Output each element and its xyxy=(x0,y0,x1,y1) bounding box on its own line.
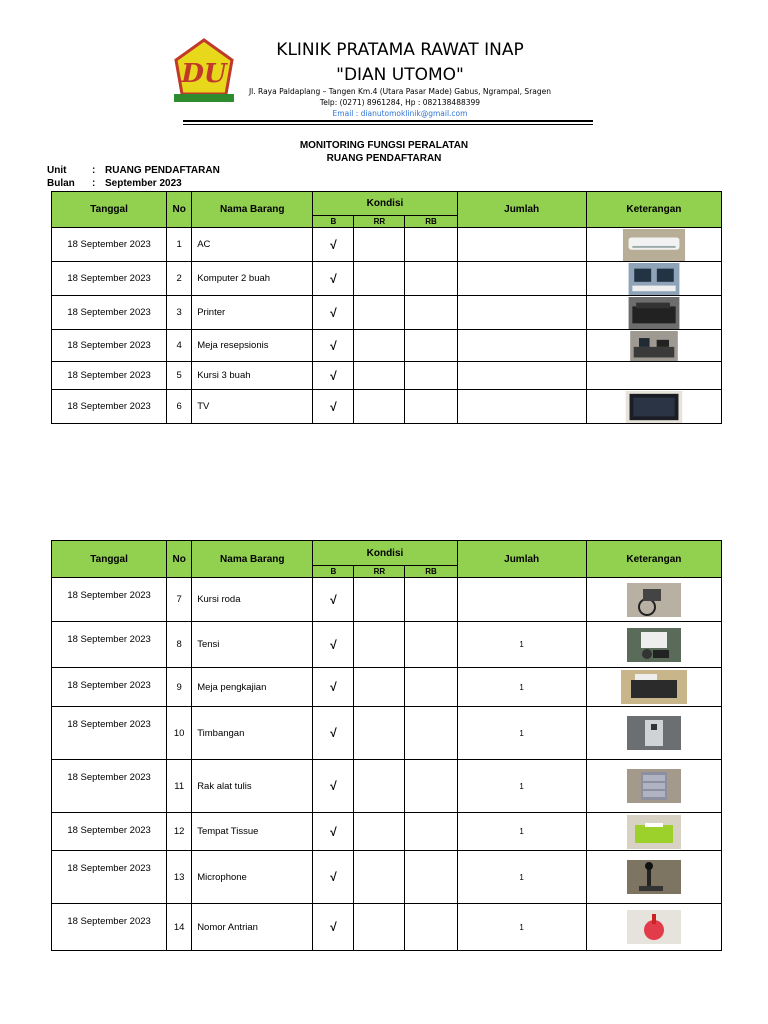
date-cell: 18 September 2023 xyxy=(52,296,167,330)
number-cell: 10 xyxy=(167,707,192,760)
notes-photo-cell xyxy=(586,813,721,851)
date-cell: 18 September 2023 xyxy=(52,668,167,707)
tv-photo xyxy=(624,391,684,423)
unit-separator: : xyxy=(92,165,96,176)
date-cell: 18 September 2023 xyxy=(52,813,167,851)
date-cell: 18 September 2023 xyxy=(52,228,167,262)
item-name-cell: Kursi roda xyxy=(192,578,313,622)
condition-good-cell: √ xyxy=(313,668,354,707)
condition-minor-damage-cell xyxy=(354,668,405,707)
condition-major-damage-cell xyxy=(405,330,457,362)
microphone-photo xyxy=(627,860,681,894)
tensimeter-photo xyxy=(627,628,681,662)
header-divider xyxy=(183,120,593,122)
header-divider-thin xyxy=(183,124,593,125)
quantity-cell xyxy=(457,296,586,330)
unit-row xyxy=(47,165,220,177)
table-row xyxy=(52,904,722,951)
table-row xyxy=(52,707,722,760)
condition-good-cell: √ xyxy=(313,851,354,904)
notes-photo-cell xyxy=(586,707,721,760)
number-cell: 4 xyxy=(167,330,192,362)
condition-major-damage-cell xyxy=(405,262,457,296)
col-header-date: Tanggal xyxy=(52,541,167,578)
condition-good-cell: √ xyxy=(313,362,354,390)
col-header-cond-b: B xyxy=(313,566,354,578)
col-header-condition: Kondisi xyxy=(313,541,457,566)
item-name-cell: AC xyxy=(192,228,313,262)
table-row xyxy=(52,622,722,668)
table-row xyxy=(52,330,722,362)
condition-good-cell: √ xyxy=(313,262,354,296)
date-cell: 18 September 2023 xyxy=(52,362,167,390)
date-cell: 18 September 2023 xyxy=(52,330,167,362)
quantity-cell xyxy=(457,228,586,262)
number-cell: 3 xyxy=(167,296,192,330)
quantity-cell: 1 xyxy=(457,851,586,904)
date-cell: 18 September 2023 xyxy=(52,622,167,668)
month-separator: : xyxy=(92,178,96,189)
col-header-qty: Jumlah xyxy=(457,541,586,578)
condition-minor-damage-cell xyxy=(354,813,405,851)
condition-good-cell: √ xyxy=(313,330,354,362)
col-header-condition: Kondisi xyxy=(313,192,457,216)
clinic-name xyxy=(240,38,560,88)
item-name-cell: Printer xyxy=(192,296,313,330)
table-row xyxy=(52,228,722,262)
notes-photo-cell xyxy=(586,668,721,707)
date-cell: 18 September 2023 xyxy=(52,390,167,424)
date-cell: 18 September 2023 xyxy=(52,760,167,813)
condition-major-damage-cell xyxy=(405,707,457,760)
col-header-date: Tanggal xyxy=(52,192,167,228)
quantity-cell: 1 xyxy=(457,760,586,813)
col-header-notes: Keterangan xyxy=(586,192,721,228)
condition-good-cell: √ xyxy=(313,707,354,760)
col-header-item: Nama Barang xyxy=(192,192,313,228)
notes-photo-cell xyxy=(586,622,721,668)
condition-major-damage-cell xyxy=(405,668,457,707)
clinic-address: Jl. Raya Paldaplang – Tangen Km.4 (Utara Pasar Made) Gabus, Ngrampal, Sragen xyxy=(248,87,552,96)
queue-number-photo xyxy=(627,910,681,944)
col-header-no: No xyxy=(167,192,192,228)
unit-value: RUANG PENDAFTARAN xyxy=(105,165,220,176)
document-title-line1: MONITORING FUNGSI PERALATAN xyxy=(299,140,469,151)
quantity-cell: 1 xyxy=(457,707,586,760)
condition-minor-damage-cell xyxy=(354,578,405,622)
condition-good-cell: √ xyxy=(313,760,354,813)
equipment-table-1 xyxy=(51,191,722,424)
computer-photo xyxy=(627,263,681,295)
date-cell: 18 September 2023 xyxy=(52,262,167,296)
col-header-notes: Keterangan xyxy=(586,541,721,578)
col-header-cond-rb: RB xyxy=(405,216,457,228)
notes-photo-cell xyxy=(586,390,721,424)
table-row xyxy=(52,813,722,851)
table-row xyxy=(52,262,722,296)
clinic-logo xyxy=(172,38,236,106)
condition-minor-damage-cell xyxy=(354,296,405,330)
date-cell: 18 September 2023 xyxy=(52,578,167,622)
date-cell: 18 September 2023 xyxy=(52,904,167,951)
item-name-cell: Rak alat tulis xyxy=(192,760,313,813)
table-row xyxy=(52,851,722,904)
item-name-cell: Timbangan xyxy=(192,707,313,760)
col-header-cond-rr: RR xyxy=(354,566,405,578)
condition-minor-damage-cell xyxy=(354,851,405,904)
condition-good-cell: √ xyxy=(313,390,354,424)
document-title-line2: RUANG PENDAFTARAN xyxy=(326,153,442,164)
condition-good-cell: √ xyxy=(313,228,354,262)
condition-good-cell: √ xyxy=(313,904,354,951)
item-name-cell: Tensi xyxy=(192,622,313,668)
desk-photo xyxy=(627,331,681,361)
table-row xyxy=(52,390,722,424)
quantity-cell xyxy=(457,578,586,622)
equipment-table-2-body xyxy=(52,578,722,951)
condition-major-damage-cell xyxy=(405,296,457,330)
stationery-rack-photo xyxy=(627,769,681,803)
month-value: September 2023 xyxy=(105,178,182,189)
col-header-no: No xyxy=(167,541,192,578)
condition-major-damage-cell xyxy=(405,760,457,813)
quantity-cell xyxy=(457,262,586,296)
notes-photo-cell xyxy=(586,296,721,330)
number-cell: 13 xyxy=(167,851,192,904)
condition-major-damage-cell xyxy=(405,813,457,851)
clinic-name-line2: "DIAN UTOMO" xyxy=(336,65,464,85)
tissue-box-photo xyxy=(627,815,681,849)
quantity-cell xyxy=(457,390,586,424)
quantity-cell: 1 xyxy=(457,904,586,951)
item-name-cell: Nomor Antrian xyxy=(192,904,313,951)
item-name-cell: Kursi 3 buah xyxy=(192,362,313,390)
condition-major-damage-cell xyxy=(405,622,457,668)
condition-minor-damage-cell xyxy=(354,622,405,668)
col-header-item: Nama Barang xyxy=(192,541,313,578)
notes-photo-cell xyxy=(586,760,721,813)
month-label: Bulan xyxy=(47,178,75,189)
notes-photo-cell xyxy=(586,578,721,622)
condition-good-cell: √ xyxy=(313,578,354,622)
condition-minor-damage-cell xyxy=(354,904,405,951)
number-cell: 2 xyxy=(167,262,192,296)
condition-major-damage-cell xyxy=(405,362,457,390)
quantity-cell: 1 xyxy=(457,668,586,707)
quantity-cell: 1 xyxy=(457,622,586,668)
table-row xyxy=(52,760,722,813)
condition-minor-damage-cell xyxy=(354,760,405,813)
notes-photo-cell xyxy=(586,362,721,390)
item-name-cell: Meja pengkajian xyxy=(192,668,313,707)
item-name-cell: Komputer 2 buah xyxy=(192,262,313,296)
equipment-table-1-body xyxy=(52,228,722,424)
col-header-cond-rr: RR xyxy=(354,216,405,228)
number-cell: 9 xyxy=(167,668,192,707)
printer-photo xyxy=(627,297,681,329)
condition-major-damage-cell xyxy=(405,851,457,904)
table-row xyxy=(52,668,722,707)
col-header-cond-rb: RB xyxy=(405,566,457,578)
number-cell: 8 xyxy=(167,622,192,668)
condition-minor-damage-cell xyxy=(354,228,405,262)
col-header-cond-b: B xyxy=(313,216,354,228)
condition-good-cell: √ xyxy=(313,813,354,851)
equipment-table-2 xyxy=(51,540,722,951)
condition-minor-damage-cell xyxy=(354,390,405,424)
svg-text:DU: DU xyxy=(181,59,227,89)
notes-photo-cell xyxy=(586,330,721,362)
condition-minor-damage-cell xyxy=(354,362,405,390)
quantity-cell xyxy=(457,362,586,390)
unit-label: Unit xyxy=(47,165,67,176)
col-header-qty: Jumlah xyxy=(457,192,586,228)
condition-minor-damage-cell xyxy=(354,262,405,296)
number-cell: 5 xyxy=(167,362,192,390)
condition-major-damage-cell xyxy=(405,228,457,262)
item-name-cell: Meja resepsionis xyxy=(192,330,313,362)
notes-photo-cell xyxy=(586,851,721,904)
number-cell: 7 xyxy=(167,578,192,622)
number-cell: 1 xyxy=(167,228,192,262)
month-row xyxy=(47,178,182,190)
condition-major-damage-cell xyxy=(405,904,457,951)
document-title xyxy=(184,139,584,165)
clinic-address-block xyxy=(240,86,560,119)
number-cell: 11 xyxy=(167,760,192,813)
condition-major-damage-cell xyxy=(405,578,457,622)
item-name-cell: Tempat Tissue xyxy=(192,813,313,851)
condition-good-cell: √ xyxy=(313,296,354,330)
item-name-cell: TV xyxy=(192,390,313,424)
ac-photo xyxy=(621,229,687,261)
clinic-email: Email : dianutomoklinik@gmail.com xyxy=(332,109,468,118)
number-cell: 6 xyxy=(167,390,192,424)
number-cell: 12 xyxy=(167,813,192,851)
date-cell: 18 September 2023 xyxy=(52,707,167,760)
clinic-name-line1: KLINIK PRATAMA RAWAT INAP xyxy=(276,40,524,60)
wheelchair-photo xyxy=(627,583,681,617)
notes-photo-cell xyxy=(586,228,721,262)
condition-minor-damage-cell xyxy=(354,707,405,760)
table-row xyxy=(52,296,722,330)
table-row xyxy=(52,578,722,622)
scale-photo xyxy=(627,716,681,750)
condition-good-cell: √ xyxy=(313,622,354,668)
notes-photo-cell xyxy=(586,904,721,951)
condition-major-damage-cell xyxy=(405,390,457,424)
date-cell: 18 September 2023 xyxy=(52,851,167,904)
item-name-cell: Microphone xyxy=(192,851,313,904)
number-cell: 14 xyxy=(167,904,192,951)
table-row xyxy=(52,362,722,390)
notes-photo-cell xyxy=(586,262,721,296)
assessment-desk-photo xyxy=(621,670,687,704)
quantity-cell: 1 xyxy=(457,813,586,851)
quantity-cell xyxy=(457,330,586,362)
clinic-phone: Telp: (0271) 8961284, Hp : 082138488399 xyxy=(319,98,481,107)
condition-minor-damage-cell xyxy=(354,330,405,362)
